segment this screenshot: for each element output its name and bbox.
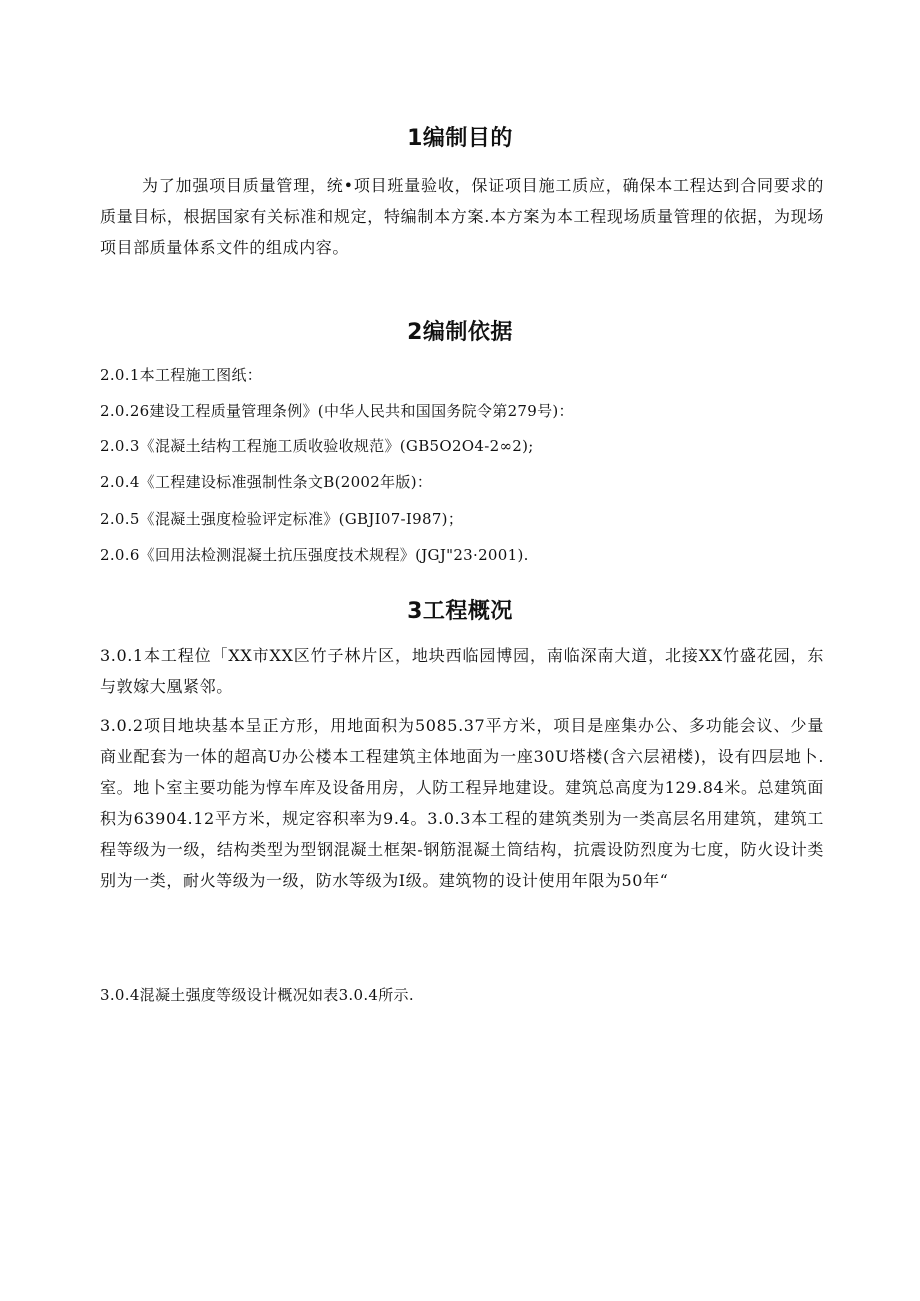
reference-item: 2.0.5《混凝土强度检验评定标准》(GBJI07-I987)； <box>100 510 464 528</box>
section-3-paragraph-3: 3.0.4混凝土强度等级设计概况如表3.0.4所示. <box>100 986 414 1004</box>
section-3-heading: 3工程概况 <box>407 599 513 624</box>
section-1-paragraph: 为了加强项目质量管理，统•项目班量验收，保证项目施工质应，确保本工程达到合同要求的质量目标，根据国家有关标准和规定，特编制本方案.本方案为本工程现场质量管理的依据，为现场项目部质量体系文件的组成内容。 <box>100 176 824 257</box>
section-3-paragraph-1: 3.0.1本工程位「XX市XX区竹子林片区，地块西临园博园，南临深南大道，北接XX竹盛花园，东与敦嫁大凰紧邻。 <box>100 646 824 696</box>
reference-item: 2.0.4《工程建设标准强制性条文B(2002年版)： <box>100 473 433 491</box>
section-3-paragraph-2: 3.0.2项目地块基本呈正方形，用地面积为5085.37平方米，项目是座集办公、多功能会议、少量商业配套为一体的超高U办公楼本工程建筑主体地面为一座30U塔楼(含六层裙楼)，设有四层地卜.室。地卜室主要功能为惇车库及设备用房，人防工程异地建设。建筑总高度为129.84米。总建筑面积为63904.12平方米，规定容积率为9.4。3.0.3本工程的建筑类别为一类高层名用建筑，建筑工程等级为一级，结构类型为型钢混凝土框架-钢筋混凝土筒结构，抗震设防烈度为七度，防火设计类别为一类，耐火等级为一级，防水等级为I级。建筑物的设计使用年限为50年“ <box>100 716 824 890</box>
section-2-heading: 2编制依据 <box>407 320 513 345</box>
reference-item: 2.0.26建设工程质量管理条例》(中华人民共和国国务院令第279号)： <box>100 402 574 420</box>
section-1-heading: 1编制目的 <box>407 126 513 151</box>
reference-item: 2.0.6《回用法检测混凝土抗压强度技术规程》(JGJ"23·2001). <box>100 546 529 564</box>
reference-item: 2.0.3《混凝土结构工程施工质收验收规范》(GB5O2O4-2∞2); <box>100 437 534 455</box>
reference-item: 2.0.1本工程施工图纸： <box>100 366 263 384</box>
